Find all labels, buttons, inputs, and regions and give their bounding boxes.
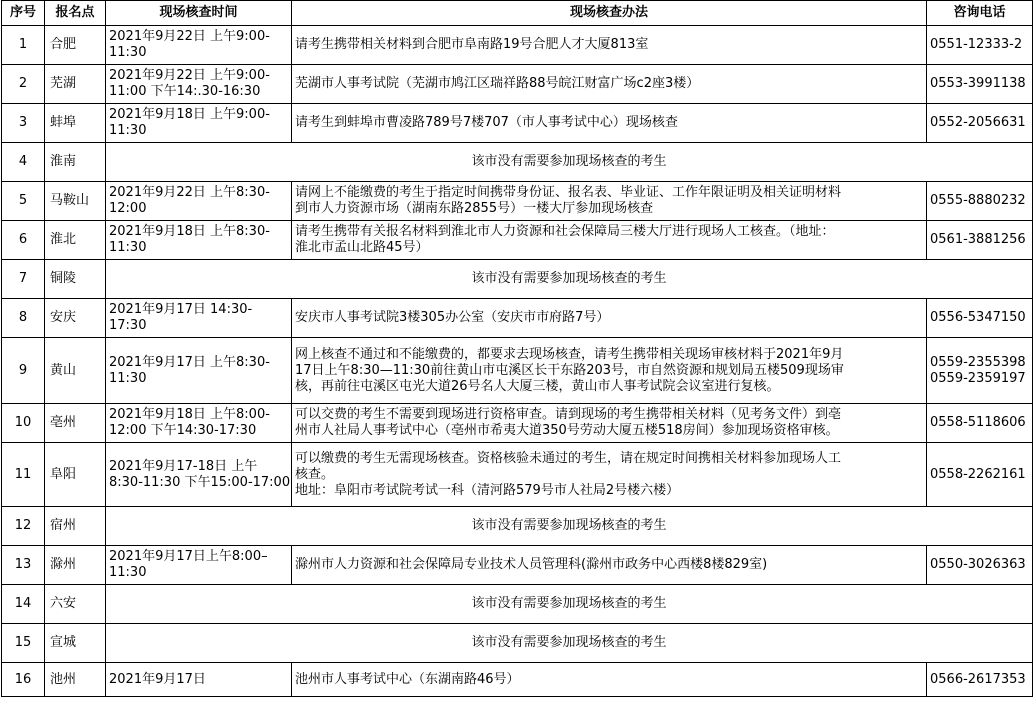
row-number: 13	[2, 546, 45, 585]
cell-line: 淮北市孟山北路45号）	[295, 240, 429, 255]
no-candidates-note: 该市没有需要参加现场核查的考生	[106, 507, 1033, 546]
table-row	[2, 507, 1033, 546]
table-row	[2, 65, 1033, 104]
verification-table	[1, 0, 1033, 697]
contact-phone	[927, 65, 1033, 104]
cell-line: 0551-12333-2	[930, 37, 1023, 52]
verification-method	[292, 299, 927, 338]
cell-line: 2021年9月18日 上午9:00-	[109, 107, 270, 122]
table-row	[2, 624, 1033, 663]
header-time: 现场核查时间	[106, 1, 292, 26]
no-candidates-note: 该市没有需要参加现场核查的考生	[106, 585, 1033, 624]
cell-line: 11:30	[109, 123, 147, 138]
cell-line: 2021年9月17日	[109, 671, 206, 687]
verification-method	[292, 338, 927, 404]
cell-line: 8:30-11:30 下午15:00-17:00	[109, 474, 291, 490]
cell-line: 2021年9月17日上午8:00–	[109, 549, 268, 564]
contact-phone	[927, 299, 1033, 338]
header-row	[2, 1, 1033, 26]
cell-line: 2021年9月18日 上午8:00-	[109, 407, 270, 422]
site-name: 蚌埠	[45, 104, 106, 143]
table-row	[2, 221, 1033, 260]
cell-line: 0553-3991138	[930, 76, 1026, 91]
cell-line: 11:30	[109, 45, 147, 60]
cell-line: 17:30	[109, 318, 147, 333]
site-name: 铜陵	[45, 260, 106, 299]
row-number: 9	[2, 338, 45, 404]
site-name: 淮南	[45, 143, 106, 182]
contact-phone	[927, 443, 1033, 507]
cell-line: 2021年9月17-18日 上午	[109, 458, 258, 474]
no-candidates-note: 该市没有需要参加现场核查的考生	[106, 260, 1033, 299]
table-row	[2, 443, 1033, 507]
row-number: 6	[2, 221, 45, 260]
cell-line: 2021年9月22日 上午9:00-	[109, 68, 270, 83]
table-row	[2, 299, 1033, 338]
verification-time	[106, 299, 292, 338]
cell-line: 池州市人事考试中心（东湖南路46号）	[295, 671, 520, 687]
site-name: 马鞍山	[45, 182, 106, 221]
table-row	[2, 143, 1033, 182]
row-number: 4	[2, 143, 45, 182]
cell-line: 11:30	[109, 240, 147, 255]
cell-line: 0555-8880232	[930, 193, 1026, 208]
verification-time	[106, 663, 292, 697]
site-name: 阜阳	[45, 443, 106, 507]
cell-line: 滁州市人力资源和社会保障局专业技术人员管理科(滁州市政务中心西楼8楼829室)	[295, 557, 768, 572]
table-row	[2, 182, 1033, 221]
cell-line: 2021年9月17日 上午8:30-	[109, 354, 270, 370]
no-candidates-note: 该市没有需要参加现场核查的考生	[106, 624, 1033, 663]
table-row	[2, 663, 1033, 697]
cell-line: 芜湖市人事考试院（芜湖市鸠江区瑞祥路88号皖江财富广场c2座3楼）	[295, 76, 700, 91]
verification-time	[106, 26, 292, 65]
site-name: 滁州	[45, 546, 106, 585]
cell-line: 核查。	[295, 466, 335, 482]
row-number: 3	[2, 104, 45, 143]
cell-line: 可以交费的考生不需要到现场进行资格审查。请到现场的考生携带相关材料（见考务文件）到亳	[295, 407, 842, 422]
verification-method	[292, 546, 927, 585]
cell-line: 17日上午8:30—11:30前往黄山市屯溪区长干东路203号，市自然资源和规划局五楼509现场审	[295, 362, 844, 378]
verification-method	[292, 65, 927, 104]
header-method: 现场核查办法	[292, 1, 927, 26]
header-site: 报名点	[45, 1, 106, 26]
verification-method	[292, 404, 927, 443]
contact-phone	[927, 221, 1033, 260]
cell-line: 2021年9月17日 14:30-	[109, 302, 253, 317]
site-name: 池州	[45, 663, 106, 697]
site-name: 安庆	[45, 299, 106, 338]
verification-time	[106, 182, 292, 221]
site-name: 芜湖	[45, 65, 106, 104]
site-name: 合肥	[45, 26, 106, 65]
cell-line: 2021年9月18日 上午8:30-	[109, 224, 270, 239]
row-number: 8	[2, 299, 45, 338]
no-candidates-note: 该市没有需要参加现场核查的考生	[106, 143, 1033, 182]
cell-line: 11:30	[109, 370, 147, 386]
cell-line: 0558-5118606	[930, 415, 1026, 430]
verification-method	[292, 663, 927, 697]
cell-line: 请网上不能缴费的考生于指定时间携带身份证、报名表、毕业证、工作年限证明及相关证明材料	[295, 185, 842, 200]
verification-method	[292, 26, 927, 65]
row-number: 2	[2, 65, 45, 104]
table-body	[2, 26, 1033, 697]
contact-phone	[927, 104, 1033, 143]
cell-line: 请考生携带有关报名材料到淮北市人力资源和社会保障局三楼大厅进行现场人工核查。（地址：	[295, 224, 835, 239]
cell-line: 0550-3026363	[930, 557, 1026, 572]
verification-time	[106, 338, 292, 404]
header-no: 序号	[2, 1, 45, 26]
table-row	[2, 546, 1033, 585]
cell-line: 请考生携带相关材料到合肥市阜南路19号合肥人才大厦813室	[295, 37, 649, 52]
verification-time	[106, 221, 292, 260]
contact-phone	[927, 26, 1033, 65]
contact-phone	[927, 404, 1033, 443]
contact-phone	[927, 546, 1033, 585]
site-name: 亳州	[45, 404, 106, 443]
cell-line: 网上核查不通过和不能缴费的，都要求去现场核查，请考生携带相关现场审核材料于2021年9月	[295, 346, 844, 362]
cell-line: 2021年9月22日 上午9:00-	[109, 29, 270, 44]
row-number: 12	[2, 507, 45, 546]
row-number: 11	[2, 443, 45, 507]
site-name: 六安	[45, 585, 106, 624]
cell-line: 0559-2359197	[930, 370, 1026, 386]
contact-phone	[927, 663, 1033, 697]
header-phone: 咨询电话	[927, 1, 1033, 26]
table-row	[2, 104, 1033, 143]
cell-line: 0566-2617353	[930, 671, 1026, 687]
cell-line: 0561-3881256	[930, 232, 1026, 247]
row-number: 5	[2, 182, 45, 221]
cell-line: 0552-2056631	[930, 115, 1026, 130]
site-name: 宣城	[45, 624, 106, 663]
verification-method	[292, 182, 927, 221]
cell-line: 地址：阜阳市考试院考试一科（清河路579号市人社局2号楼六楼）	[295, 482, 680, 498]
cell-line: 核，再前往屯溪区屯光大道26号名人大厦三楼，黄山市人事考试院会议室进行复核。	[295, 378, 780, 394]
table-row	[2, 260, 1033, 299]
cell-line: 到市人力资源市场（湖南东路2855号）一楼大厅参加现场核查	[295, 201, 654, 216]
cell-line: 可以缴费的考生无需现场核查。资格核验未通过的考生，请在规定时间携相关材料参加现场人工	[295, 450, 842, 466]
table-row	[2, 404, 1033, 443]
cell-line: 安庆市人事考试院3楼305办公室（安庆市市府路7号）	[295, 310, 610, 325]
verification-time	[106, 104, 292, 143]
verification-time	[106, 65, 292, 104]
site-name: 黄山	[45, 338, 106, 404]
cell-line: 2021年9月22日 上午8:30-	[109, 185, 270, 200]
site-name: 淮北	[45, 221, 106, 260]
verification-time	[106, 443, 292, 507]
row-number: 15	[2, 624, 45, 663]
cell-line: 请考生到蚌埠市曹凌路789号7楼707（市人事考试中心）现场核查	[295, 115, 678, 130]
verification-method	[292, 221, 927, 260]
cell-line: 12:00	[109, 201, 147, 216]
cell-line: 11:30	[109, 565, 147, 580]
contact-phone	[927, 182, 1033, 221]
row-number: 10	[2, 404, 45, 443]
cell-line: 11:00 下午14:.30-16:30	[109, 84, 261, 99]
site-name: 宿州	[45, 507, 106, 546]
row-number: 1	[2, 26, 45, 65]
row-number: 7	[2, 260, 45, 299]
contact-phone	[927, 338, 1033, 404]
row-number: 14	[2, 585, 45, 624]
cell-line: 州市人社局人事考试中心（亳州市希夷大道350号劳动大厦五楼518房间）参加现场资格审核。	[295, 423, 839, 438]
verification-time	[106, 404, 292, 443]
cell-line: 0559-2355398	[930, 354, 1026, 370]
verification-time	[106, 546, 292, 585]
table-row	[2, 338, 1033, 404]
table-row	[2, 585, 1033, 624]
verification-method	[292, 443, 927, 507]
row-number: 16	[2, 663, 45, 697]
cell-line: 12:00 下午14:30-17:30	[109, 423, 257, 438]
cell-line: 0556-5347150	[930, 310, 1026, 325]
cell-line: 0558-2262161	[930, 466, 1026, 482]
table-row	[2, 26, 1033, 65]
verification-method	[292, 104, 927, 143]
